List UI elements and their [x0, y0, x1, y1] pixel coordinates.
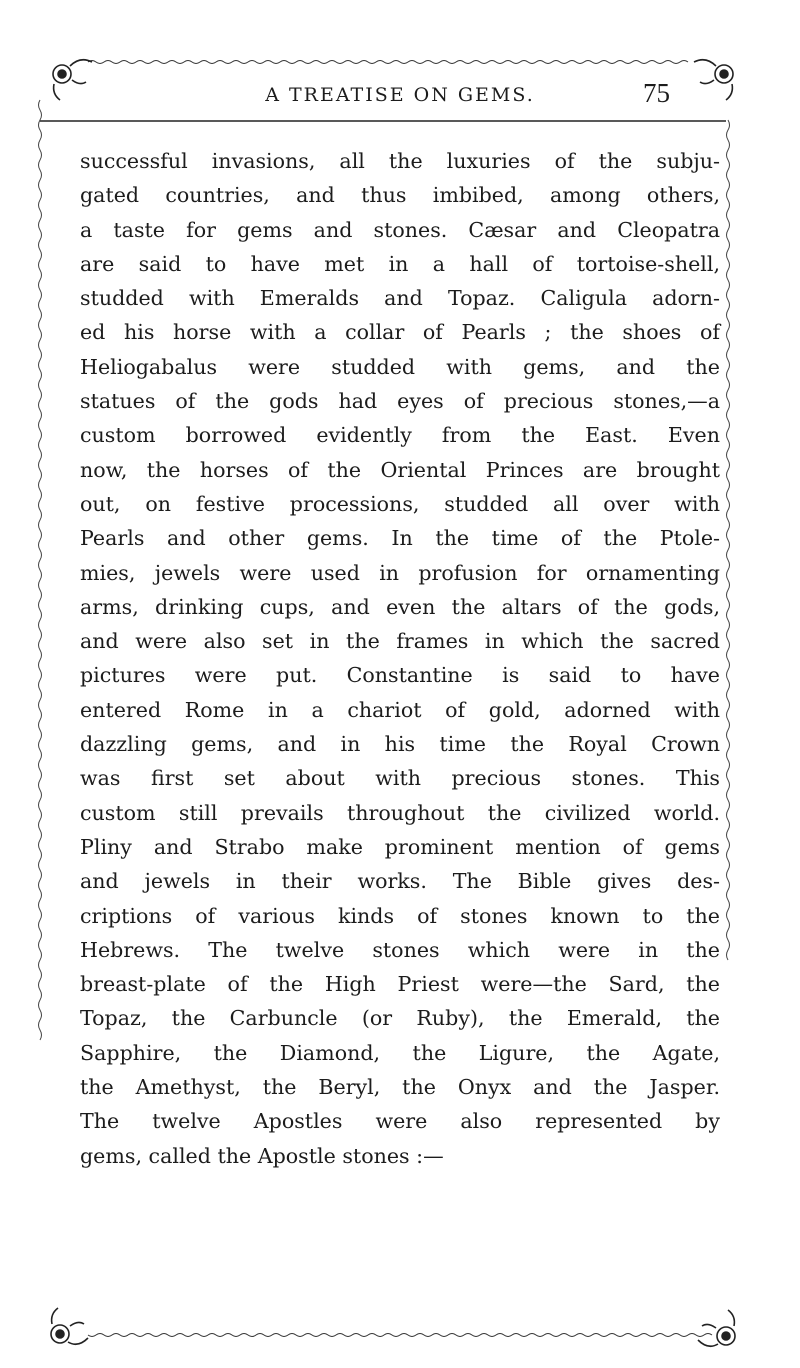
text-line: Heliogabalus were studded with gems, and the: [80, 354, 720, 379]
text-line: and jewels in their works. The Bible gives des-: [80, 869, 720, 894]
text-line: entered Rome in a chariot of gold, adorned with: [80, 697, 720, 722]
text-line: Topaz, the Carbuncle (or Ruby), the Emerald, the: [80, 1006, 720, 1031]
text-line: gems, called the Apostle stones :—: [80, 1143, 444, 1168]
text-line: custom still prevails throughout the civilized world.: [80, 800, 720, 825]
text-line: out, on festive processions, studded all over with: [80, 491, 720, 516]
text-line: Pliny and Strabo make prominent mention of gems: [80, 834, 720, 859]
bottom-wavy-rule: [88, 1334, 712, 1337]
bottom-right-corner-ornament: [698, 1310, 735, 1346]
text-line: are said to have met in a hall of tortoise-shell,: [80, 251, 720, 276]
page-number: 75: [643, 78, 670, 108]
text-line: now, the horses of the Oriental Princes are brought: [80, 457, 720, 482]
top-wavy-rule: [88, 61, 688, 64]
text-line: custom borrowed evidently from the East. Even: [80, 423, 720, 448]
text-line: Sapphire, the Diamond, the Ligure, the Agate,: [80, 1040, 720, 1065]
text-line: dazzling gems, and in his time the Royal Crown: [80, 732, 720, 757]
bottom-left-corner-ornament: [51, 1308, 88, 1344]
text-line: statues of the gods had eyes of precious stones,—a: [80, 389, 720, 414]
text-line: Hebrews. The twelve stones which were in the: [80, 937, 720, 962]
body-paragraph: [80, 144, 720, 1173]
left-wavy-rule: [39, 100, 42, 1040]
text-line: successful invasions, all the luxuries of the subju-: [80, 149, 720, 173]
text-line: the Amethyst, the Beryl, the Onyx and the Jasper.: [80, 1075, 720, 1100]
text-line: and were also set in the frames in which the sacred: [80, 629, 720, 654]
text-line: breast-plate of the High Priest were—the Sard, the: [80, 972, 720, 997]
right-wavy-rule: [727, 120, 730, 960]
text-line: was first set about with precious stones. This: [80, 766, 720, 791]
text-line: studded with Emeralds and Topaz. Caligula adorn-: [80, 286, 720, 311]
running-title: A TREATISE ON GEMS.: [265, 84, 535, 106]
text-line: ed his horse with a collar of Pearls ; the shoes of: [80, 320, 720, 345]
text-line: pictures were put. Constantine is said to have: [80, 663, 720, 688]
text-line: Pearls and other gems. In the time of the Ptole-: [80, 526, 720, 551]
text-line: arms, drinking cups, and even the altars of the gods,: [80, 594, 720, 619]
text-line: a taste for gems and stones. Cæsar and Cleopatra: [80, 217, 720, 242]
text-line: criptions of various kinds of stones known to the: [80, 903, 720, 928]
text-line: gated countries, and thus imbibed, among others,: [80, 183, 720, 208]
text-line: The twelve Apostles were also represented by: [80, 1109, 720, 1134]
text-line: mies, jewels were used in profusion for ornamenting: [80, 560, 720, 585]
